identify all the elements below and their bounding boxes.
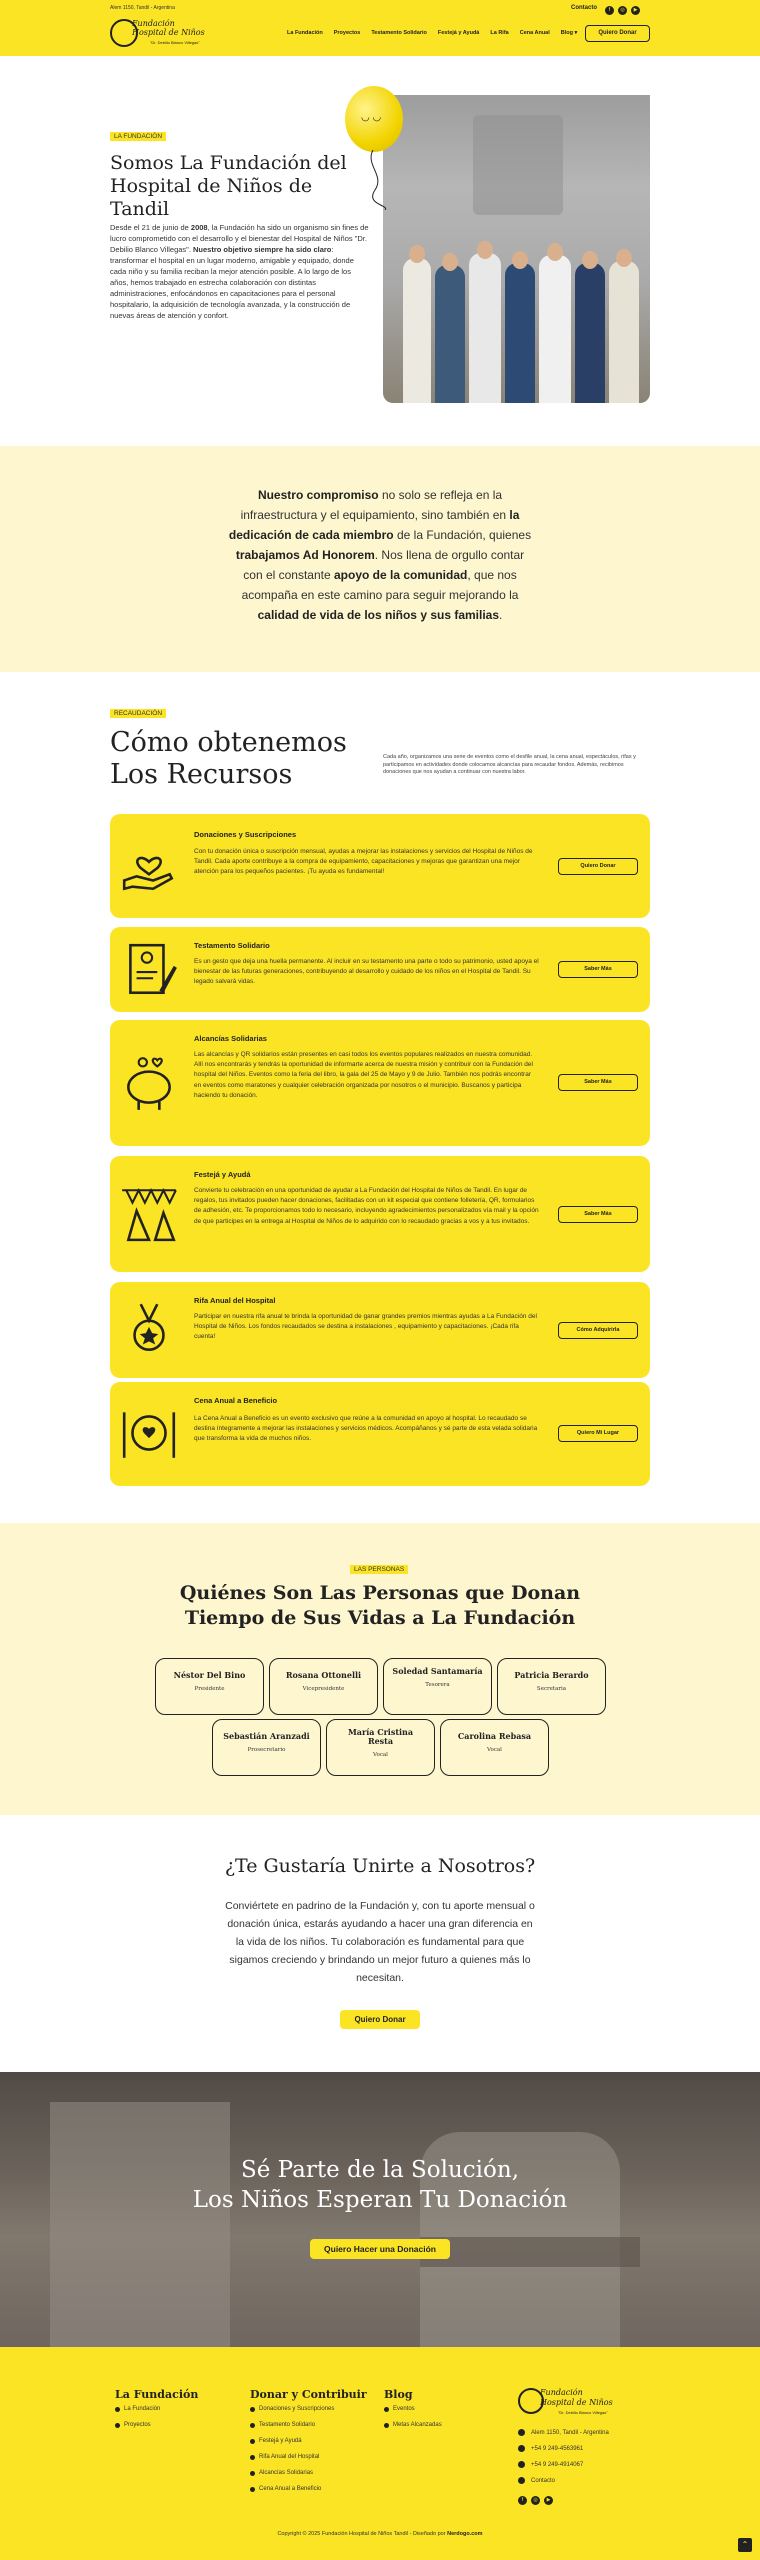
member-card — [269, 1658, 378, 1715]
commitment-quote: Nuestro compromiso no solo se refleja en la infraestructura y el equipamiento, sino también en la dedicación de cada miembro de la Fundación, quienes trabajamos Ad Honorem. Nos llena de orgullo contar con el constante apoyo de la comunidad, que nos acompaña en este camino para seguir mejorando la calidad de vida de los niños y sus familias. — [228, 488, 532, 622]
mail-icon — [518, 2477, 525, 2484]
facebook-icon[interactable]: f — [605, 6, 614, 15]
resource-card-testamento — [110, 927, 650, 1012]
card-title: Testamento Solidario — [194, 941, 270, 950]
instagram-icon[interactable]: ◎ — [531, 2496, 540, 2505]
dinner-plate-icon — [118, 1402, 180, 1464]
member-role: Presidente — [194, 1686, 225, 1692]
designer-link[interactable]: Nerdogo.com — [447, 2531, 483, 2537]
join-title: ¿Te Gustaría Unirte a Nosotros? — [224, 1855, 536, 1877]
logo-text-3: "Dr. Debilio Blanco Villegas" — [150, 40, 200, 45]
member-role: Prosecretario — [247, 1747, 286, 1753]
logo-text-3: "Dr. Debilio Blanco Villegas" — [558, 2410, 608, 2415]
footer-address: Alem 1150, Tandil - Argentina — [518, 2429, 609, 2436]
nav-item-blog[interactable] — [561, 30, 578, 36]
nav-item-testamento[interactable]: Testamento Solidario — [371, 30, 427, 36]
people-tag: LAS PERSONAS — [350, 1565, 408, 1574]
card-title: Donaciones y Suscripciones — [194, 830, 297, 839]
join-donate-button[interactable]: Quiero Donar — [340, 2010, 420, 2029]
site-footer — [0, 2347, 760, 2560]
balloon-string-icon — [365, 150, 395, 210]
footer-col1-title: La Fundación — [115, 2388, 199, 2401]
member-role: Tesorera — [425, 1682, 450, 1688]
hero-text: Desde el 21 de junio de 2008, la Fundación ha sido un organismo sin fines de lucro comprometido con el desarrollo y el bienestar del Hospital de Niños "Dr. Debilio Blanco Villegas". Nuestro objetivo siempre ha sido claro: transformar el hospital en un lugar moderno, amigable y equipado, donde cada niño y su familia reciban la mejor atención posible. A lo largo de los años, hemos trabajado en estrecha colaboración con distintas administraciones, enfocándonos en capacitaciones para el personal hospitalario, la adquisición de tecnología avanzada, y la construcción de nuevas áreas de atención y confort. — [110, 223, 369, 320]
person-head — [616, 249, 632, 267]
hero-tag: LA FUNDACIÓN — [110, 132, 166, 141]
footer-link[interactable]: La Fundación — [115, 2406, 160, 2422]
resources-tag: RECAUDACIÓN — [110, 709, 166, 718]
festeja-card-button[interactable]: Saber Más — [558, 1206, 638, 1223]
donate-card-button[interactable]: Quiero Donar — [558, 858, 638, 875]
nav-item-festeja[interactable]: Festejá y Ayudá — [437, 30, 480, 36]
card-text: La Cena Anual a Beneficio es un evento exclusivo que reúne a la comunidad en apoyo al hospital. Lo recaudado se destina íntegramente a mejorar las instalaciones y servicios médicos. Acompáñanos y sé parte de esta velada solidaria que transforma la vida de muchos niños. — [194, 1415, 538, 1443]
resource-card-donaciones — [110, 814, 650, 918]
footer-link[interactable]: Rifa Anual del Hospital — [250, 2454, 334, 2470]
footer-link[interactable]: Cena Anual a Beneficio — [250, 2486, 334, 2502]
nav-item-rifa[interactable]: La Rifa — [490, 30, 509, 36]
resource-card-rifa — [110, 1282, 650, 1378]
footer-col3-list — [384, 2406, 442, 2438]
footer-logo[interactable] — [518, 2384, 628, 2422]
people-title: Quiénes Son Las Personas que Donan Tiempo de Sus Vidas a La Fundación — [179, 1582, 581, 1629]
site-header — [0, 0, 760, 56]
member-name: Néstor Del Bino — [173, 1670, 246, 1680]
person-figure — [609, 261, 639, 403]
person-head — [547, 243, 563, 261]
member-role: Vicepresidente — [302, 1686, 345, 1692]
person-head — [409, 245, 425, 263]
resources-title: Cómo obtenemos Los Recursos — [110, 727, 347, 790]
footer-link[interactable]: Proyectos — [115, 2422, 160, 2438]
footer-contact-link[interactable]: Contacto — [518, 2477, 555, 2484]
footer-col3-title: Blog — [384, 2388, 413, 2401]
alcancias-card-button[interactable]: Saber Más — [558, 1074, 638, 1091]
footer-link[interactable]: Metas Alcanzadas — [384, 2422, 442, 2438]
member-name: Rosana Ottonelli — [285, 1670, 362, 1680]
person-figure — [505, 263, 535, 403]
whatsapp-icon — [518, 2445, 525, 2452]
member-card — [212, 1719, 321, 1776]
person-figure — [575, 263, 605, 403]
banner-donate-button[interactable]: Quiero Hacer una Donación — [310, 2239, 450, 2259]
youtube-icon[interactable]: ▶ — [631, 6, 640, 15]
resource-card-cena — [110, 1382, 650, 1486]
member-role: Vocal — [487, 1747, 502, 1753]
banner-title: Sé Parte de la Solución, Los Niños Esperan Tu Donación — [192, 2157, 568, 2213]
footer-link[interactable]: Donaciones y Suscripciones — [250, 2406, 334, 2422]
footer-link[interactable]: Testamento Solidario — [250, 2422, 334, 2438]
footer-col1-list — [115, 2406, 160, 2438]
resource-card-festeja — [110, 1156, 650, 1272]
card-title: Rifa Anual del Hospital — [194, 1296, 276, 1305]
header-contact-link[interactable]: Contacto — [571, 5, 597, 11]
facebook-icon[interactable]: f — [518, 2496, 527, 2505]
wall-logo-shape — [473, 115, 563, 215]
card-text: Con tu donación única o suscripción mensual, ayudas a mejorar las instalaciones y servicios del Hospital de Niños de Tandil. Cada aporte contribuye a la compra de equipamiento, capacitaciones y mejoras que garantizan una mejor atención para los pequeños pacientes. ¡Tu ayuda es fundamental! — [194, 848, 533, 876]
testament-icon — [118, 939, 180, 1001]
logo-text-2: Hospital de Niños — [132, 28, 205, 37]
balloon-mascot-icon: ◡ ◡ — [345, 86, 403, 152]
footer-phone-1[interactable]: +54 9 249-4563961 — [518, 2445, 583, 2452]
hand-heart-icon — [118, 835, 180, 897]
instagram-icon[interactable]: ◎ — [618, 6, 627, 15]
nav-item-blog-label: Blog — [560, 30, 574, 36]
party-icon — [118, 1182, 180, 1244]
card-text: Es un gesto que deja una huella permanente. Al incluir en su testamento una parte o todo su patrimonio, usted apoya el bienestar de las futuras generaciones, contribuyendo al desarrollo y cuidado de los niños en el Hospital de Tandil. Su legado salvará vidas. — [194, 958, 539, 986]
nav-item-fundacion[interactable]: La Fundación — [287, 30, 323, 36]
member-name: Soledad Santamaría — [392, 1666, 483, 1676]
copyright-text: Copyright © 2025 Fundación Hospital de Niños Tandil - Diseñado por Nerdogo.com — [277, 2531, 483, 2537]
cena-card-button[interactable]: Quiero Mi Lugar — [558, 1425, 638, 1442]
footer-link[interactable]: Eventos — [384, 2406, 442, 2422]
member-card — [497, 1658, 606, 1715]
location-pin-icon — [518, 2429, 525, 2436]
hero-title: Somos La Fundación del Hospital de Niños de Tandil — [110, 152, 347, 220]
person-head — [512, 251, 528, 269]
footer-col2-title: Donar y Contribuir — [250, 2388, 367, 2401]
resource-card-alcancias — [110, 1020, 650, 1146]
member-card — [440, 1719, 549, 1776]
piggy-bank-icon — [118, 1052, 180, 1114]
header-donate-button[interactable]: Quiero Donar — [585, 25, 650, 42]
logo-text-2: Hospital de Niños — [540, 2398, 613, 2407]
youtube-icon[interactable]: ▶ — [544, 2496, 553, 2505]
hero-team-photo — [383, 95, 650, 403]
member-card — [155, 1658, 264, 1715]
member-role: Secretaria — [536, 1686, 567, 1692]
join-text: Conviértete en padrino de la Fundación y, con tu aporte mensual o donación única, estarás ayudando a hacer una gran diferencia en la vida de los niños. Tu colaboración es fundamental para que sigamos creciendo y brindando un mejor futuro a quienes más lo necesitan. — [225, 1900, 535, 1984]
footer-col2-list — [250, 2406, 334, 2502]
rifa-card-button[interactable]: Cómo Adquirirla — [558, 1322, 638, 1339]
footer-link[interactable]: Alcancías Solidarias — [250, 2470, 334, 2486]
person-figure — [539, 255, 571, 403]
person-figure — [435, 265, 465, 403]
member-name: María Cristina Resta — [347, 1727, 414, 1746]
testament-card-button[interactable]: Saber Más — [558, 961, 638, 978]
card-title: Festejá y Ayudá — [194, 1170, 251, 1179]
nav-item-proyectos[interactable]: Proyectos — [333, 30, 361, 36]
card-text: Convierte tu celebración en una oportunidad de ayudar a La Fundación del Hospital de Niños de Tandil. En lugar de regalos, tus invitados pueden hacer donaciones, facilitadas con un kit especial que contiene folletería, QR, formularios de adhesión, etc. Te proporcionamos todo lo necesario, incluyendo agradecimientos personalizados vía mail y la opción de que participes en la entrega al Hospital de Niños de lo adquirido con lo recaudado gracias a vos y a tus invitados. — [194, 1187, 539, 1225]
card-text: Las alcancías y QR solidarios están presentes en casi todos los eventos populares realizados en nuestra comunidad. Allí nos encontrarás y tendrás la oportunidad de informarte acerca de nuestra misión y contribuir con la Fundación del hospital del Niños. Eventos como la feria del libro, la gala del 25 de Mayo y 9 de Julio. También nos podrás encontrar en eventos como maratones y cualquier celebración organizada por nosotros o el municipio. Buscanos y participa haciendo tu donación. — [194, 1051, 533, 1099]
site-logo[interactable] — [110, 17, 205, 51]
card-title: Cena Anual a Beneficio — [194, 1396, 278, 1405]
scroll-to-top-button[interactable]: ⌃ — [738, 2538, 752, 2552]
person-head — [477, 241, 493, 259]
member-name: Sebastián Aranzadi — [223, 1731, 310, 1741]
raffle-medal-icon — [118, 1298, 180, 1360]
nav-item-cena[interactable]: Cena Anual — [519, 30, 550, 36]
person-figure — [469, 253, 501, 403]
resources-intro: Cada año, organizamos una serie de eventos como el desfile anual, la cena anual, espectáculos, rifas y participamos en actividades donde colocamos alcancías para recaudar fondos. Además, recibimos donaciones que nos ayudan a continuar con nuestra labor. — [383, 754, 636, 775]
person-figure — [403, 258, 431, 403]
card-text: Participar en nuestra rifa anual te brinda la oportunidad de ganar grandes premios mientras ayudas a La Fundación del Hospital de Niños. Los fondos recaudados se destina a instalaciones , equipamiento y capacitaciones. ¡Cada rifa cuenta! — [194, 1313, 537, 1341]
person-head — [582, 251, 598, 269]
chevron-down-icon: ▾ — [574, 30, 578, 36]
logo-text-1: Fundación — [132, 19, 175, 28]
main-nav — [287, 30, 577, 36]
header-address: Alem 1150, Tandil - Argentina — [110, 5, 175, 11]
whatsapp-icon — [518, 2461, 525, 2468]
logo-text-1: Fundación — [540, 2388, 583, 2397]
card-title: Alcancías Solidarias — [194, 1034, 267, 1043]
footer-link[interactable]: Festejá y Ayudá — [250, 2438, 334, 2454]
member-name: Patricia Berardo — [514, 1670, 589, 1680]
member-name: Carolina Rebasa — [457, 1731, 532, 1741]
member-card — [326, 1719, 435, 1776]
footer-phone-2[interactable]: +54 9 249-4914067 — [518, 2461, 583, 2468]
member-card — [383, 1658, 492, 1715]
member-role: Vocal — [373, 1752, 388, 1758]
person-head — [442, 253, 458, 271]
